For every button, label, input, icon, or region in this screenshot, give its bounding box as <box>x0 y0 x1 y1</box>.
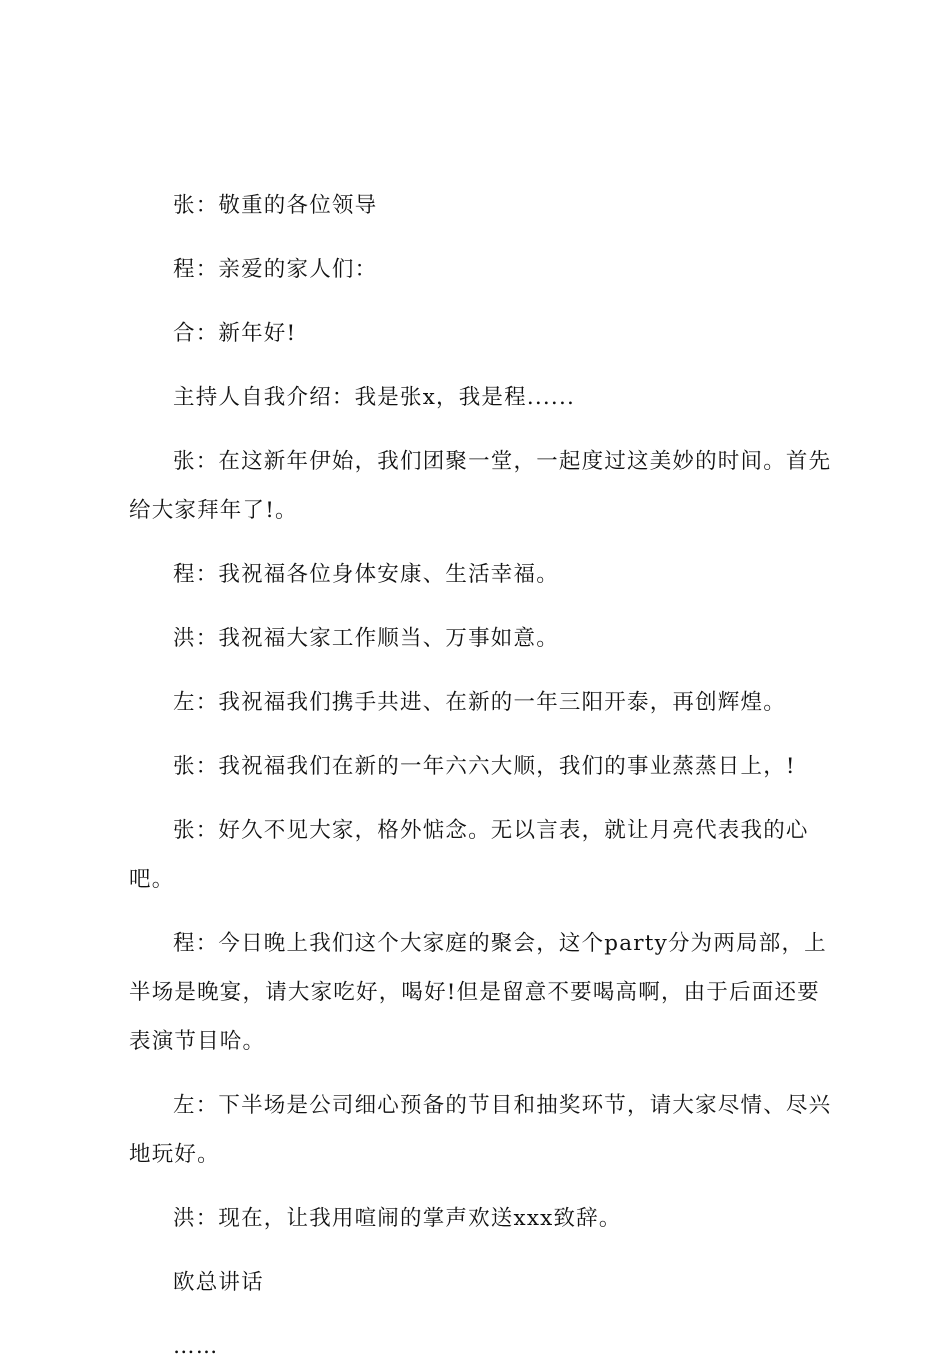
paragraph-greeting-leaders: 张：敬重的各位领导 <box>173 193 378 218</box>
paragraph-hong-blessing: 洪：我祝福大家工作顺当、万事如意。 <box>173 626 559 651</box>
paragraph-ellipsis: …… <box>173 1334 219 1359</box>
paragraph-cheng-blessing: 程：我祝福各位身体安康、生活幸福。 <box>173 562 559 587</box>
paragraph-zhang-opening: 张：在这新年伊始，我们团聚一堂，一起度过这美妙的时间。首先给大家拜年了!。 <box>129 449 832 523</box>
paragraph-zuo-blessing: 左：我祝福我们携手共进、在新的一年三阳开泰，再创辉煌。 <box>173 690 786 715</box>
document-body <box>129 181 833 1371</box>
paragraph-ceo-speech: 欧总讲话 <box>173 1270 264 1295</box>
paragraph-happy-new-year: 合：新年好! <box>173 321 297 346</box>
paragraph-zhang-blessing: 张：我祝福我们在新的一年六六大顺，我们的事业蒸蒸日上，! <box>173 754 796 779</box>
paragraph-greeting-family: 程：亲爱的家人们： <box>173 257 378 282</box>
paragraph-cheng-party-intro: 程：今日晚上我们这个大家庭的聚会，这个party分为两局部，上半场是晚宴，请大家吃好，喝好!但是留意不要喝高啊，由于后面还要表演节目哈。 <box>129 931 827 1054</box>
paragraph-hong-welcome-speech: 洪：现在，让我用喧闹的掌声欢送xxx致辞。 <box>173 1206 622 1231</box>
paragraph-zhang-miss-you: 张：好久不见大家，格外惦念。无以言表，就让月亮代表我的心吧。 <box>129 818 809 892</box>
paragraph-host-introduction: 主持人自我介绍：我是张x，我是程...... <box>173 385 576 410</box>
paragraph-zuo-second-half: 左：下半场是公司细心预备的节目和抽奖环节，请大家尽情、尽兴地玩好。 <box>129 1093 832 1167</box>
